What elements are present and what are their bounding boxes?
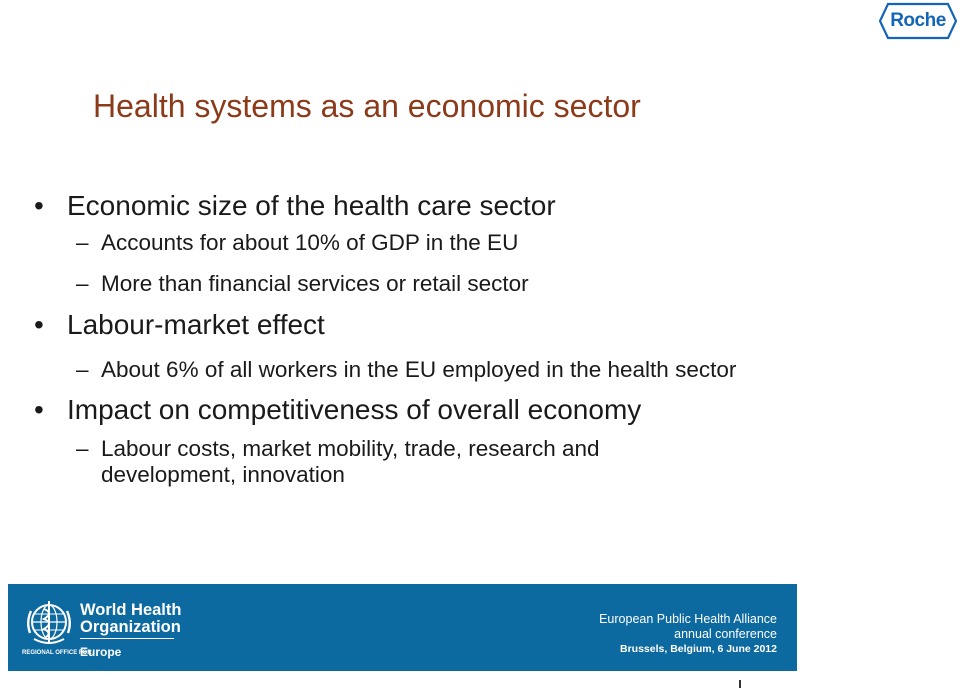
bullet-dot-icon: • xyxy=(34,190,44,221)
who-name-line2: Organization xyxy=(80,618,181,636)
sub-bullet-text: More than financial services or retail sector xyxy=(101,271,529,296)
dash-icon: – xyxy=(76,271,89,296)
sub-bullet-item xyxy=(34,271,794,297)
sub-bullet-text: Accounts for about 10% of GDP in the EU xyxy=(101,230,519,255)
who-region: Europe xyxy=(80,645,122,659)
bullet-item xyxy=(34,190,794,222)
conference-line2: annual conference xyxy=(674,627,777,641)
roche-logo-text: Roche xyxy=(890,10,946,31)
footer-band xyxy=(8,584,797,671)
bullet-text: Labour-market effect xyxy=(67,309,325,340)
bullet-list xyxy=(34,190,794,488)
sub-bullet-text: About 6% of all workers in the EU employed in the health sector xyxy=(101,357,737,382)
bullet-text: Impact on competitiveness of overall economy xyxy=(67,394,642,425)
sub-bullet-text: Labour costs, market mobility, trade, research and development, innovation xyxy=(101,436,600,487)
conference-line1: European Public Health Alliance xyxy=(599,612,777,626)
sub-bullet-item xyxy=(34,355,794,384)
bullet-dot-icon: • xyxy=(34,394,44,425)
who-emblem-icon xyxy=(22,595,76,649)
bullet-item xyxy=(34,394,794,426)
who-regional-office: REGIONAL OFFICE FOR xyxy=(22,650,92,656)
who-name xyxy=(80,602,181,636)
dash-icon: – xyxy=(76,230,89,255)
corner-mark xyxy=(739,680,741,688)
conference-info xyxy=(599,612,777,657)
dash-icon: – xyxy=(76,357,89,382)
who-name-line1: World Health xyxy=(80,601,182,619)
sub-bullet-item xyxy=(34,230,794,256)
bullet-text: Economic size of the health care sector xyxy=(67,190,556,221)
bullet-item xyxy=(34,309,794,341)
conference-line3: Brussels, Belgium, 6 June 2012 xyxy=(620,643,777,655)
sub-bullet-item xyxy=(34,436,734,488)
who-divider xyxy=(80,638,174,639)
roche-logo xyxy=(878,2,958,40)
bullet-dot-icon: • xyxy=(34,309,44,340)
slide-title: Health systems as an economic sector xyxy=(93,88,641,124)
dash-icon: – xyxy=(76,436,89,461)
